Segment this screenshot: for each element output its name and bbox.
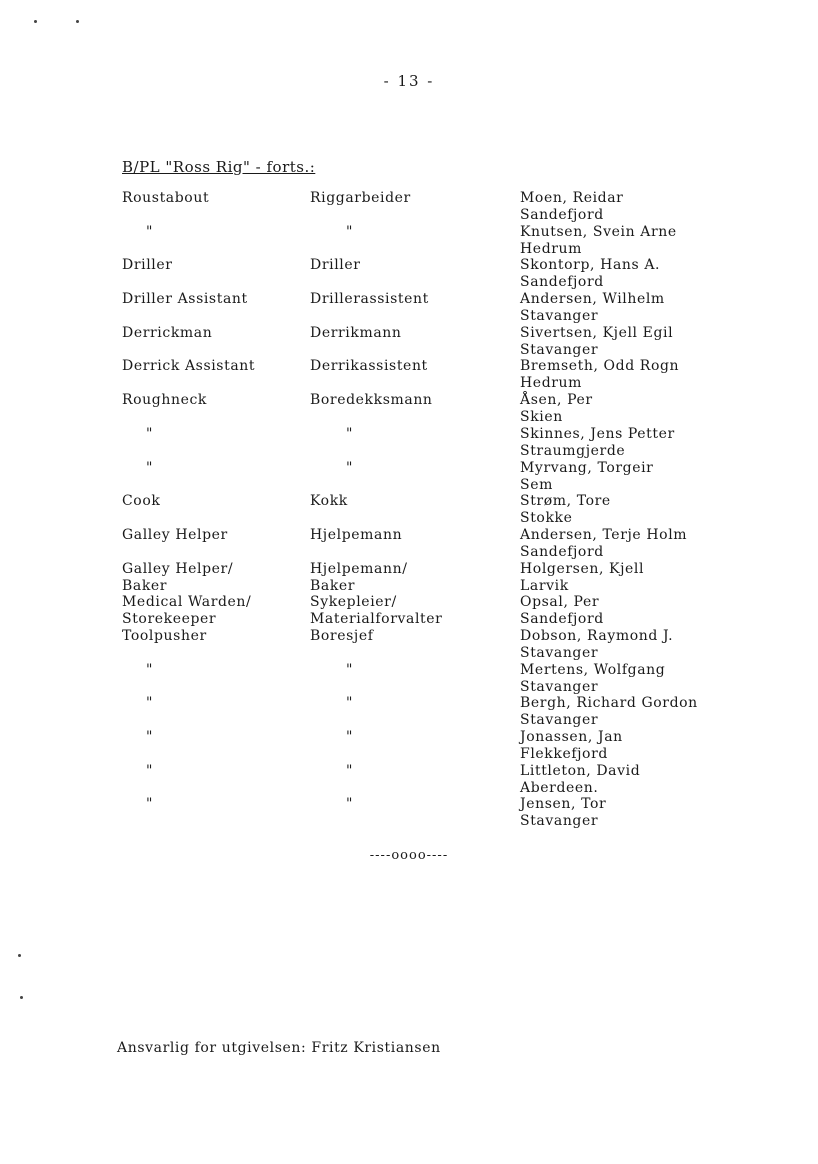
position-english: Derrickman xyxy=(122,325,213,341)
position-norwegian: " xyxy=(346,695,354,711)
crew-member xyxy=(520,257,810,291)
crew-member xyxy=(520,224,810,258)
crew-member xyxy=(520,190,810,224)
crew-member xyxy=(520,763,810,797)
position-norwegian: Derrikassistent xyxy=(310,358,428,374)
crew-name: Holgersen, Kjell xyxy=(520,561,645,577)
crew-hometown: Stavanger xyxy=(520,341,599,358)
crew-name: Myrvang, Torgeir xyxy=(520,460,654,476)
position-norwegian: Hjelpemann xyxy=(310,527,403,543)
position-norwegian: " xyxy=(346,796,354,812)
crew-hometown: Skien xyxy=(520,408,563,425)
position-norwegian: " xyxy=(346,662,354,678)
crew-name: Sandefjord xyxy=(520,611,604,627)
position-english: " xyxy=(146,729,154,745)
crew-name: Strøm, Tore xyxy=(520,493,611,509)
position-english: " xyxy=(146,763,154,779)
position-english: " xyxy=(146,695,154,711)
position-english: Cook xyxy=(122,493,161,509)
crew-name: Larvik xyxy=(520,578,569,594)
crew-name: Åsen, Per xyxy=(520,392,593,408)
crew-name: Skinnes, Jens Petter xyxy=(520,426,675,442)
crew-member xyxy=(520,578,810,595)
crew-hometown: Hedrum xyxy=(520,374,583,391)
position-english: Roustabout xyxy=(122,190,210,206)
crew-member xyxy=(520,460,810,494)
position-english: Baker xyxy=(122,578,168,594)
position-norwegian: " xyxy=(346,729,354,745)
position-norwegian: Drillerassistent xyxy=(310,291,429,307)
position-english: Galley Helper/ xyxy=(122,561,234,577)
scan-speck xyxy=(18,954,21,957)
crew-member xyxy=(520,426,810,460)
position-english: Storekeeper xyxy=(122,611,217,627)
crew-name: Skontorp, Hans A. xyxy=(520,257,661,273)
publisher-credit: Ansvarlig for utgivelsen: Fritz Kristiansen xyxy=(117,1040,441,1056)
position-norwegian: Baker xyxy=(310,578,356,594)
position-english: " xyxy=(146,662,154,678)
position-english: Medical Warden/ xyxy=(122,594,252,610)
crew-member xyxy=(520,729,810,763)
position-english: " xyxy=(146,796,154,812)
page-number: - 13 - xyxy=(383,72,435,90)
scan-speck xyxy=(34,20,37,23)
crew-member xyxy=(520,628,810,662)
crew-member xyxy=(520,392,810,426)
position-english: " xyxy=(146,224,154,240)
crew-name: Andersen, Terje Holm xyxy=(520,527,688,543)
position-english: " xyxy=(146,426,154,442)
position-english: Roughneck xyxy=(122,392,207,408)
crew-name: Dobson, Raymond J. xyxy=(520,628,674,644)
scan-speck xyxy=(20,996,23,999)
crew-hometown: Stokke xyxy=(520,509,573,526)
crew-hometown: Straumgjerde xyxy=(520,442,626,459)
position-norwegian: Derrikmann xyxy=(310,325,402,341)
crew-hometown: Sandefjord xyxy=(520,543,604,560)
crew-hometown: Sem xyxy=(520,476,553,493)
crew-name: Opsal, Per xyxy=(520,594,600,610)
position-norwegian: Riggarbeider xyxy=(310,190,411,206)
end-marker: ----oooo---- xyxy=(369,848,449,863)
position-norwegian: Driller xyxy=(310,257,361,273)
position-norwegian: Materialforvalter xyxy=(310,611,443,627)
crew-member xyxy=(520,594,810,611)
crew-name: Jensen, Tor xyxy=(520,796,607,812)
crew-member xyxy=(520,325,810,359)
crew-member xyxy=(520,611,810,628)
crew-name: Jonassen, Jan xyxy=(520,729,623,745)
crew-name: Bremseth, Odd Rogn xyxy=(520,358,680,374)
position-english: Galley Helper xyxy=(122,527,228,543)
crew-name: Moen, Reidar xyxy=(520,190,624,206)
position-norwegian: " xyxy=(346,426,354,442)
crew-hometown: Stavanger xyxy=(520,307,599,324)
crew-hometown: Flekkefjord xyxy=(520,745,608,762)
crew-hometown: Stavanger xyxy=(520,678,599,695)
position-norwegian: Boredekksmann xyxy=(310,392,433,408)
crew-member xyxy=(520,662,810,696)
position-norwegian: Sykepleier/ xyxy=(310,594,397,610)
position-english: Driller xyxy=(122,257,173,273)
crew-name: Littleton, David xyxy=(520,763,641,779)
position-norwegian: Kokk xyxy=(310,493,348,509)
position-english: " xyxy=(146,460,154,476)
crew-member xyxy=(520,358,810,392)
crew-name: Bergh, Richard Gordon xyxy=(520,695,698,711)
position-norwegian: " xyxy=(346,460,354,476)
position-norwegian: Hjelpemann/ xyxy=(310,561,408,577)
crew-member xyxy=(520,796,810,830)
position-english: Driller Assistant xyxy=(122,291,248,307)
crew-hometown: Sandefjord xyxy=(520,206,604,223)
position-norwegian: " xyxy=(346,763,354,779)
crew-member xyxy=(520,561,810,578)
crew-member xyxy=(520,695,810,729)
crew-name: Knutsen, Svein Arne xyxy=(520,224,677,240)
crew-hometown: Sandefjord xyxy=(520,273,604,290)
crew-member xyxy=(520,291,810,325)
crew-hometown: Stavanger xyxy=(520,644,599,661)
position-norwegian: " xyxy=(346,224,354,240)
crew-name: Andersen, Wilhelm xyxy=(520,291,665,307)
section-heading: B/PL "Ross Rig" - forts.: xyxy=(122,158,316,176)
crew-member xyxy=(520,493,810,527)
crew-hometown: Stavanger xyxy=(520,812,599,829)
crew-name: Sivertsen, Kjell Egil xyxy=(520,325,674,341)
position-english: Toolpusher xyxy=(122,628,207,644)
crew-member xyxy=(520,527,810,561)
crew-name: Mertens, Wolfgang xyxy=(520,662,666,678)
crew-hometown: Aberdeen. xyxy=(520,779,599,796)
position-english: Derrick Assistant xyxy=(122,358,256,374)
crew-hometown: Stavanger xyxy=(520,711,599,728)
crew-hometown: Hedrum xyxy=(520,240,583,257)
position-norwegian: Boresjef xyxy=(310,628,374,644)
scan-speck xyxy=(76,20,79,23)
